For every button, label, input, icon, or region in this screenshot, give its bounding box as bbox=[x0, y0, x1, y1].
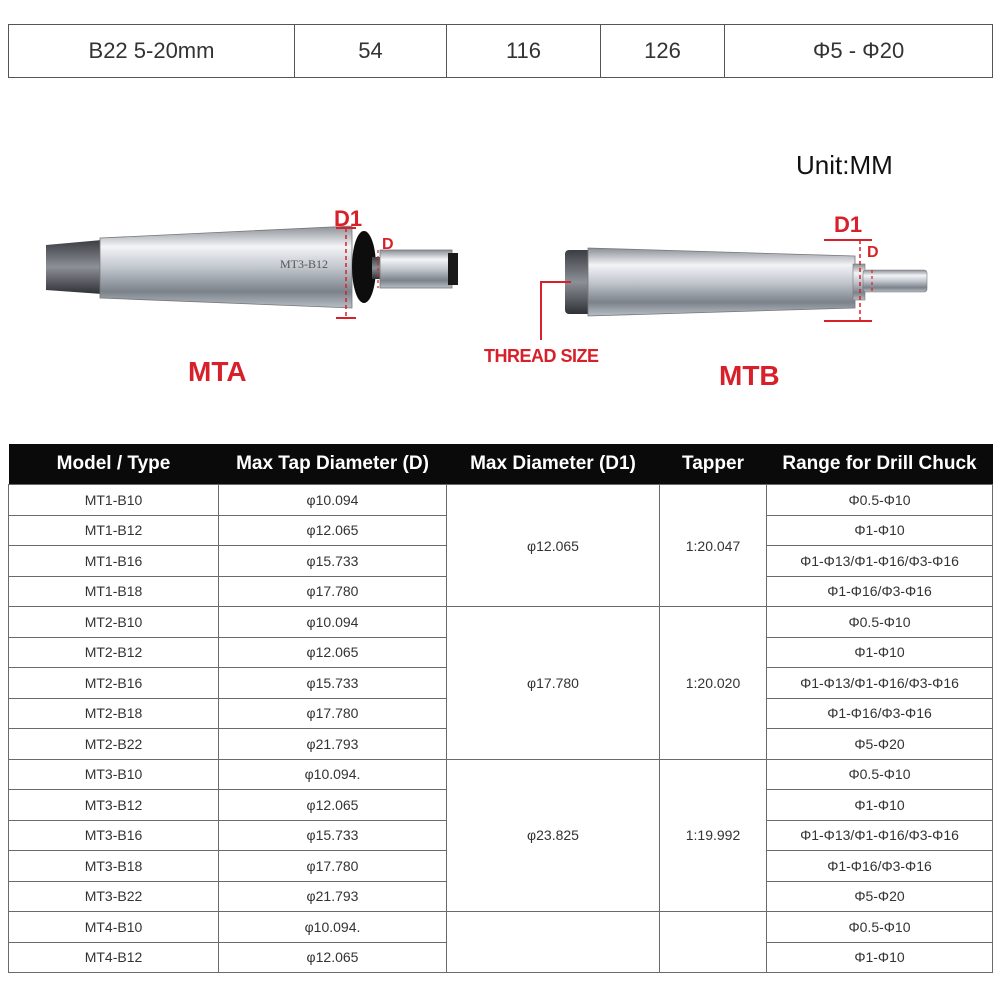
max-tap-diameter-cell: φ21.793 bbox=[219, 881, 447, 912]
thread-size-label: THREAD SIZE bbox=[484, 346, 599, 366]
range-cell: Φ0.5-Φ10 bbox=[767, 759, 993, 790]
header-max-tap-diameter: Max Tap Diameter (D) bbox=[219, 444, 447, 485]
range-cell: Φ1-Φ10 bbox=[767, 515, 993, 546]
header-model: Model / Type bbox=[9, 444, 219, 485]
range-cell: Φ1-Φ13/Φ1-Φ16/Φ3-Φ16 bbox=[767, 820, 993, 851]
max-diameter-cell bbox=[447, 912, 660, 973]
range-cell: Φ5-Φ20 bbox=[767, 881, 993, 912]
table-header-row bbox=[9, 444, 993, 485]
max-diameter-cell: φ23.825 bbox=[447, 759, 660, 912]
model-cell: MT2-B22 bbox=[9, 729, 219, 760]
unit-label: Unit:MM bbox=[796, 150, 893, 180]
taper-cell: 1:20.020 bbox=[660, 607, 767, 760]
range-cell: Φ5 - Φ20 bbox=[725, 25, 993, 78]
range-cell: Φ1-Φ10 bbox=[767, 790, 993, 821]
range-cell: Φ0.5-Φ10 bbox=[767, 912, 993, 943]
table-row bbox=[9, 485, 993, 516]
value-cell: 126 bbox=[601, 25, 725, 78]
max-tap-diameter-cell: φ17.780 bbox=[219, 851, 447, 882]
tang-shape bbox=[46, 240, 102, 294]
max-tap-diameter-cell: φ15.733 bbox=[219, 820, 447, 851]
range-cell: Φ1-Φ16/Φ3-Φ16 bbox=[767, 576, 993, 607]
model-cell: MT2-B18 bbox=[9, 698, 219, 729]
table-row bbox=[9, 25, 993, 78]
model-cell: MT1-B10 bbox=[9, 485, 219, 516]
max-tap-diameter-cell: φ21.793 bbox=[219, 729, 447, 760]
model-cell: MT3-B16 bbox=[9, 820, 219, 851]
max-tap-diameter-cell: φ10.094. bbox=[219, 912, 447, 943]
range-cell: Φ1-Φ10 bbox=[767, 942, 993, 973]
model-cell: MT3-B10 bbox=[9, 759, 219, 790]
max-diameter-cell: φ17.780 bbox=[447, 607, 660, 760]
model-cell: B22 5-20mm bbox=[9, 25, 295, 78]
model-cell: MT1-B12 bbox=[9, 515, 219, 546]
taper-cell bbox=[660, 912, 767, 973]
mta-label: MTA bbox=[188, 356, 247, 387]
value-cell: 54 bbox=[295, 25, 447, 78]
value-cell: 116 bbox=[447, 25, 601, 78]
model-cell: MT1-B18 bbox=[9, 576, 219, 607]
max-tap-diameter-cell: φ12.065 bbox=[219, 790, 447, 821]
max-tap-diameter-cell: φ12.065 bbox=[219, 637, 447, 668]
model-cell: MT2-B16 bbox=[9, 668, 219, 699]
d-label: D bbox=[867, 244, 879, 261]
max-tap-diameter-cell: φ12.065 bbox=[219, 515, 447, 546]
range-cell: Φ1-Φ13/Φ1-Φ16/Φ3-Φ16 bbox=[767, 546, 993, 577]
range-cell: Φ0.5-Φ10 bbox=[767, 607, 993, 638]
model-cell: MT3-B12 bbox=[9, 790, 219, 821]
max-tap-diameter-cell: φ10.094 bbox=[219, 607, 447, 638]
taper-cell: 1:20.047 bbox=[660, 485, 767, 607]
model-cell: MT4-B10 bbox=[9, 912, 219, 943]
d-label: D bbox=[382, 236, 394, 253]
range-cell: Φ1-Φ13/Φ1-Φ16/Φ3-Φ16 bbox=[767, 668, 993, 699]
d1-label: D1 bbox=[334, 206, 363, 231]
mta-arbor bbox=[46, 226, 458, 318]
model-cell: MT3-B18 bbox=[9, 851, 219, 882]
range-cell: Φ0.5-Φ10 bbox=[767, 485, 993, 516]
d1-label: D1 bbox=[834, 212, 863, 237]
header-max-diameter: Max Diameter (D1) bbox=[447, 444, 660, 485]
max-tap-diameter-cell: φ17.780 bbox=[219, 576, 447, 607]
spec-table bbox=[8, 444, 993, 973]
model-cell: MT1-B16 bbox=[9, 546, 219, 577]
max-diameter-cell: φ12.065 bbox=[447, 485, 660, 607]
max-tap-diameter-cell: φ17.780 bbox=[219, 698, 447, 729]
model-cell: MT2-B12 bbox=[9, 637, 219, 668]
max-tap-diameter-cell: φ10.094 bbox=[219, 485, 447, 516]
header-range: Range for Drill Chuck bbox=[767, 444, 993, 485]
range-cell: Φ1-Φ16/Φ3-Φ16 bbox=[767, 698, 993, 729]
range-cell: Φ5-Φ20 bbox=[767, 729, 993, 760]
max-tap-diameter-cell: φ10.094. bbox=[219, 759, 447, 790]
taper-cell: 1:19.992 bbox=[660, 759, 767, 912]
spec-table-body bbox=[9, 485, 993, 973]
header-taper: Tapper bbox=[660, 444, 767, 485]
range-cell: Φ1-Φ10 bbox=[767, 637, 993, 668]
table-row bbox=[9, 912, 993, 943]
model-cell: MT4-B12 bbox=[9, 942, 219, 973]
table-row bbox=[9, 607, 993, 638]
max-tap-diameter-cell: φ15.733 bbox=[219, 546, 447, 577]
taper-body bbox=[588, 248, 855, 316]
max-tap-diameter-cell: φ15.733 bbox=[219, 668, 447, 699]
max-tap-diameter-cell: φ12.065 bbox=[219, 942, 447, 973]
mtb-label: MTB bbox=[719, 360, 780, 391]
spindle-shape bbox=[380, 250, 452, 288]
range-cell: Φ1-Φ16/Φ3-Φ16 bbox=[767, 851, 993, 882]
model-cell: MT3-B22 bbox=[9, 881, 219, 912]
model-cell: MT2-B10 bbox=[9, 607, 219, 638]
summary-row-table bbox=[8, 24, 993, 78]
table-row bbox=[9, 759, 993, 790]
shank-engraving: MT3-B12 bbox=[280, 257, 328, 271]
